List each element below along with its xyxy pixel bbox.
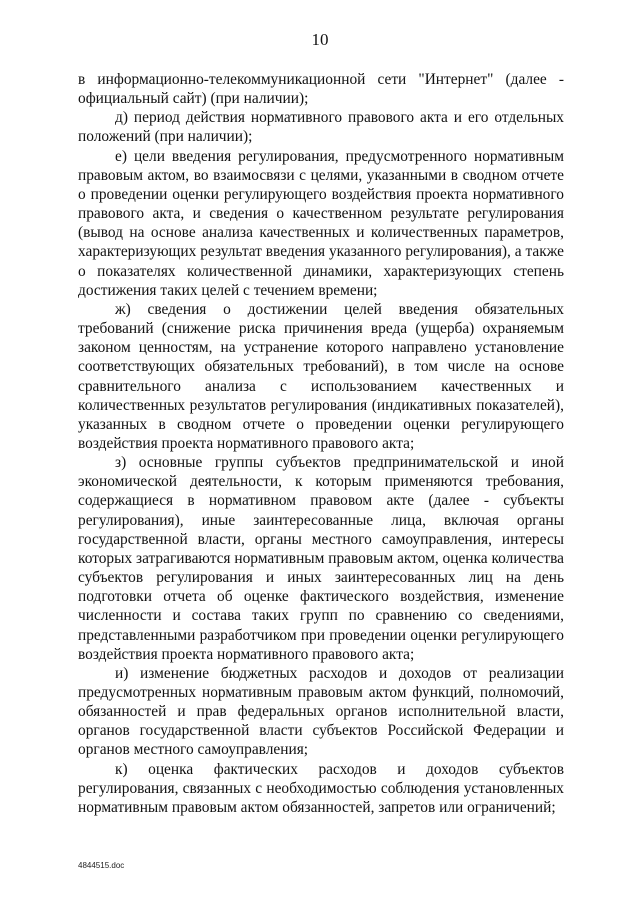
paragraph-zh: ж) сведения о достижении целей введения обязательных требований (снижение риска причинения вреда (ущерба) охраняемым законом ценностям, на устранение которого направлено установление соответствующих обязательных требований), в том числе на основе сравнительного анализа с использованием качественных и количественных результатов регулирования (индикативных показателей), указанных в сводном отчете о проведении оценки регулирующего воздействия проекта нормативного правового акта; [78, 300, 564, 452]
document-body [78, 70, 564, 817]
paragraph-i: и) изменение бюджетных расходов и доходов от реализации предусмотренных нормативным правовым актом функций, полномочий, обязанностей и прав федеральных органов исполнительной власти, органов государственной власти субъектов Российской Федерации и органов местного самоуправления; [78, 664, 564, 759]
page-number: 10 [311, 30, 329, 49]
paragraph-k: к) оценка фактических расходов и доходов субъектов регулирования, связанных с необходимостью соблюдения установленных нормативным правовым актом обязанностей, запретов или ограничений; [78, 760, 564, 816]
paragraph-z: з) основные группы субъектов предпринимательской и иной экономической деятельности, к которым применяются требования, содержащиеся в нормативном правовом акте (далее - субъекты регулирования), иные заинтересованные лица, включая органы государственной власти, органы местного самоуправления, интересы которых затрагиваются нормативным правовым актом, оценка количества субъектов регулирования и иных заинтересованных лиц на день подготовки отчета об оценке фактического воздействия, изменение численности и состава таких групп по сравнению со сведениями, представленными разработчиком при проведении оценки регулирующего воздействия проекта нормативного правового акта; [78, 454, 564, 663]
paragraph-continuation: в информационно-телекоммуникационной сети "Интернет" (далее - официальный сайт) (при наличии); [78, 71, 564, 108]
paragraph-d: д) период действия нормативного правового акта и его отдельных положений (при наличии); [78, 109, 564, 146]
document-filename: 4844515.doc [78, 861, 125, 870]
paragraph-e: е) цели введения регулирования, предусмотренного нормативным правовым актом, во взаимосвязи с целями, указанными в сводном отчете о проведении оценки регулирующего воздействия проекта нормативного правового акта, и сведения о качественном результате регулирования (вывод на основе анализа качественных и количественных параметров, характеризующих результат введения указанного регулирования), а также о показателях количественной динамики, характеризующих степень достижения таких целей с течением времени; [78, 147, 564, 299]
